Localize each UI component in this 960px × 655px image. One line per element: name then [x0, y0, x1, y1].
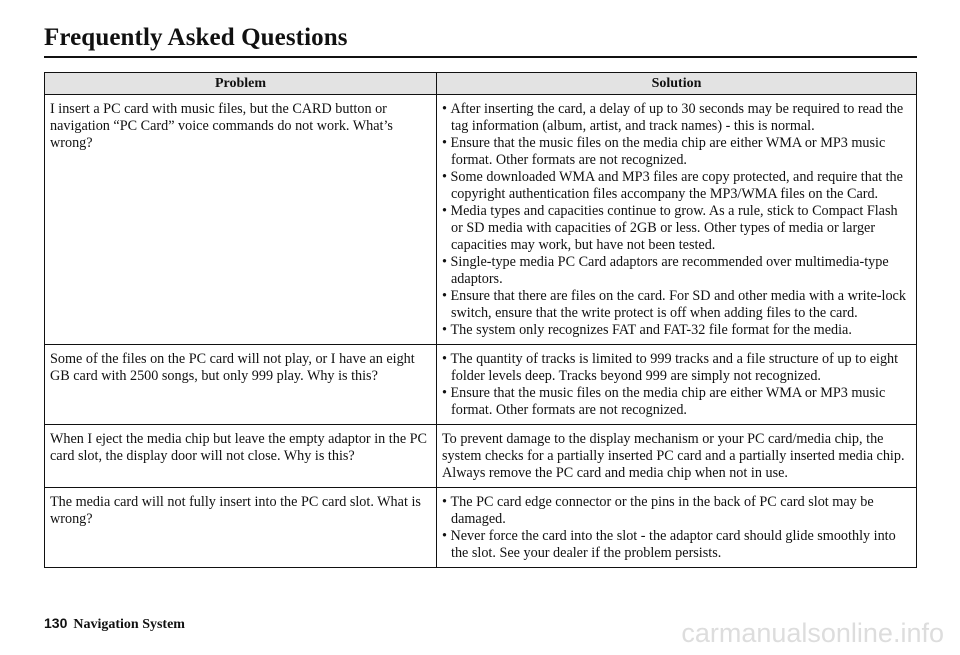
solution-item: • Single-type media PC Card adaptors are recommended over multimedia-type adaptors.	[442, 254, 912, 288]
problem-cell: I insert a PC card with music files, but the CARD button or navigation “PC Card” voice commands do not work. What’s wrong?	[45, 95, 437, 345]
solution-item: • The system only recognizes FAT and FAT-32 file format for the media.	[442, 322, 912, 339]
table-row	[45, 488, 917, 568]
section-name: Navigation System	[73, 617, 185, 632]
solution-item: • Ensure that there are files on the card. For SD and other media with a write-lock switch, ensure that the write protect is off when adding files to the card.	[442, 288, 912, 322]
page-footer	[44, 615, 185, 633]
table-header-row	[45, 73, 917, 95]
solution-item: • Some downloaded WMA and MP3 files are copy protected, and require that the copyright authentication files accompany the MP3/WMA files on the Card.	[442, 169, 912, 203]
problem-cell: When I eject the media chip but leave the empty adaptor in the PC card slot, the display door will not close. Why is this?	[45, 425, 437, 488]
solution-cell: To prevent damage to the display mechanism or your PC card/media chip, the system checks for a partially inserted PC card and a partially inserted media chip. Always remove the PC card and media chip when not in use.	[437, 425, 917, 488]
watermark: carmanualsonline.info	[681, 618, 944, 648]
solution-cell	[437, 488, 917, 568]
problem-cell: Some of the files on the PC card will not play, or I have an eight GB card with 2500 songs, but only 999 play. Why is this?	[45, 345, 437, 425]
solution-item: • Ensure that the music files on the media chip are either WMA or MP3 music format. Other formats are not recognized.	[442, 385, 912, 419]
solution-item: • Media types and capacities continue to grow. As a rule, stick to Compact Flash or SD media with capacities of 2GB or less. Other types of media or larger capacities may work, but have not been tested.	[442, 203, 912, 254]
solution-cell	[437, 345, 917, 425]
column-header-problem: Problem	[45, 73, 437, 95]
page-title: Frequently Asked Questions	[44, 24, 348, 51]
title-divider	[44, 56, 917, 58]
solution-item: • The PC card edge connector or the pins in the back of PC card slot may be damaged.	[442, 494, 912, 528]
table-row	[45, 345, 917, 425]
solution-list	[442, 101, 912, 339]
solution-item: • The quantity of tracks is limited to 999 tracks and a file structure of up to eight folder levels deep. Tracks beyond 999 are simply not recognized.	[442, 351, 912, 385]
solution-item: • After inserting the card, a delay of up to 30 seconds may be required to read the tag information (album, artist, and track names) - this is normal.	[442, 101, 912, 135]
solution-list	[442, 351, 912, 419]
table-row	[45, 425, 917, 488]
table-row	[45, 95, 917, 345]
solution-cell	[437, 95, 917, 345]
solution-item: • Never force the card into the slot - the adaptor card should glide smoothly into the slot. See your dealer if the problem persists.	[442, 528, 912, 562]
faq-table	[44, 72, 917, 568]
page-number: 130	[44, 615, 68, 631]
solution-list	[442, 494, 912, 562]
solution-item: • Ensure that the music files on the media chip are either WMA or MP3 music format. Other formats are not recognized.	[442, 135, 912, 169]
column-header-solution: Solution	[437, 73, 917, 95]
problem-cell: The media card will not fully insert into the PC card slot. What is wrong?	[45, 488, 437, 568]
